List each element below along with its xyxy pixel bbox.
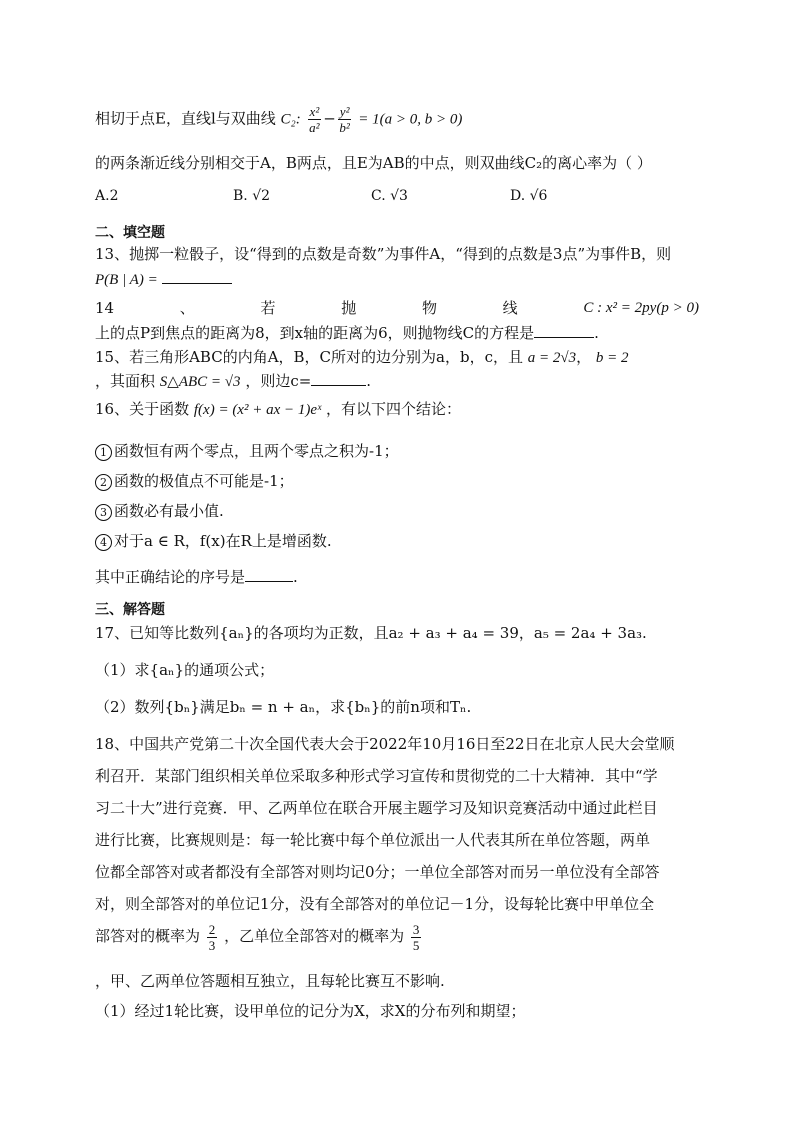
hyperbola-rhs: = 1(a > 0, b > 0): [358, 111, 463, 128]
q14-parabola: C : x² = 2py(p > 0): [583, 300, 699, 316]
q15-cond-a: a = 2√3: [527, 350, 577, 366]
q12-line2: 的两条渐近线分别相交于A，B两点，且E为AB的中点，则双曲线C₂的离心率为（ ）: [95, 154, 652, 172]
q17-sub2: （2）数列{bₙ}满足bₙ = n + aₙ，求{bₙ}的前n项和Tₙ.: [95, 698, 472, 716]
q13-answer-blank[interactable]: [162, 269, 232, 284]
q14-w1: 若: [260, 299, 276, 317]
q15-text-2b: ，则边c=: [245, 372, 312, 390]
q16-item-3-text: 函数必有最小值.: [114, 502, 224, 520]
q14-w0: 、: [179, 299, 195, 317]
q16-item-4: [95, 530, 699, 552]
q13-expr: P(B | A) =: [95, 272, 158, 288]
q16-item-1-text: 函数恒有两个零点，且两个零点之积为-1；: [114, 442, 399, 460]
q16-ask: 其中正确结论的序号是 .: [95, 568, 298, 586]
q18-prob-text-a: 部答对的概率为: [95, 927, 201, 945]
choice-b-value: √2: [252, 188, 271, 204]
frac-p-jia: [207, 922, 218, 953]
q18-line-1: 18、中国共产党第二十次全国代表大会于2022年10月16日至22日在北京人民大会堂顺: [95, 735, 675, 753]
q18-line-3: 习二十大”进行竞赛．甲、乙两单位在联合开展主题学习及知识竞赛活动中通过此栏目: [95, 799, 658, 817]
q18-line-after: ，甲、乙两单位答题相互独立，且每轮比赛互不影响.: [95, 972, 445, 990]
q18-prob-line: [95, 920, 699, 953]
choice-d-label: D.: [510, 188, 526, 204]
q13-line1: 13、抛掷一粒骰子，设“得到的点数是奇数”为事件A，“得到的点数是3点”为事件B，则: [95, 245, 672, 263]
q16-item-2: [95, 470, 699, 492]
q16-text-a: 16、关于函数: [95, 400, 190, 418]
q15-area: S△ABC = √3: [159, 374, 241, 390]
choice-a: [95, 188, 118, 204]
q16-item-4-text: 对于a ∈ R，f(x)在R上是增函数.: [114, 532, 332, 550]
q15-line2: ，其面积 S△ABC = √3 ，则边c= .: [95, 372, 372, 390]
p-yi-num: 3: [412, 921, 420, 937]
circled-2: 2: [95, 474, 112, 491]
section2-title: 二、填空题: [95, 225, 165, 241]
q16-answer-blank[interactable]: [245, 567, 293, 582]
q16-item-2-text: 函数的极值点不可能是-1；: [114, 472, 294, 490]
q16-function: f(x) = (x² + ax − 1)eˣ: [193, 402, 322, 418]
q17-line1: 17、已知等比数列{aₙ}的各项均为正数，且a₂ + a₃ + a₄ = 39，a₅ = 2a₄ + 3a₃.: [95, 624, 647, 642]
choice-c: [371, 188, 408, 204]
circled-1: 1: [95, 444, 112, 461]
q18-sub1: （1）经过1轮比赛，设甲单位的记分为X，求X的分布列和期望；: [95, 1002, 526, 1020]
q15-answer-blank[interactable]: [311, 371, 366, 386]
q14-line1: [95, 297, 699, 319]
choice-b-label: B.: [233, 188, 248, 204]
circled-3: 3: [95, 504, 112, 521]
q15-cond-b: b = 2: [595, 350, 629, 366]
choice-a-value: 2: [109, 188, 119, 204]
curve-c2-label: C₂: [280, 111, 296, 128]
choice-d-value: √6: [529, 188, 548, 204]
q14-num: 14: [95, 299, 115, 317]
q18-prob-text-b: ，乙单位全部答对的概率为: [224, 927, 405, 945]
choice-c-label: C.: [371, 188, 386, 204]
q17-sub1: （1）求{aₙ}的通项公式；: [95, 661, 275, 679]
q18-line-2: 利召开．某部门组织相关单位采取多种形式学习宣传和贯彻党的二十大精神．其中“学: [95, 767, 658, 785]
q14-w4: 线: [502, 299, 518, 317]
p-jia-num: 2: [208, 921, 216, 937]
q14-text: 上的点P到焦点的距离为8，到x轴的距离为6，则抛物线C的方程是: [95, 324, 535, 342]
p-jia-den: 3: [208, 937, 216, 953]
q16-line1: [95, 398, 699, 421]
q14-line2: 上的点P到焦点的距离为8，到x轴的距离为6，则抛物线C的方程是 .: [95, 324, 599, 342]
q16-ask-text: 其中正确结论的序号是: [95, 568, 246, 586]
q13-line2: [95, 268, 699, 291]
frac-x2-a2: $\frac{\text{x²}}{\text{a²}}$: [309, 104, 320, 135]
q18-line-4: 进行比赛，比赛规则是：每一轮比赛中每个单位派出一人代表其所在单位答题，两单: [95, 831, 651, 849]
choice-d: [510, 188, 547, 204]
p-yi-den: 5: [412, 937, 420, 953]
q15-text: 15、若三角形ABC的内角A，B，C所对的边分别为a，b，c，且: [95, 348, 523, 366]
section3-title: 三、解答题: [95, 602, 165, 618]
q16-item-3: [95, 500, 699, 522]
q15-line1: 15、若三角形ABC的内角A，B，C所对的边分别为a，b，c，且 a = 2√3， b = 2: [95, 348, 629, 366]
choice-a-label: A.: [95, 188, 110, 204]
q12-line1: 相切于点E，直线l与双曲线 C₂: $\frac{\text{x²}}{\text{a²}}$ − $\frac{\text{y²}}{\text{b²}}$ = 1(a > 0, b > 0): [95, 104, 463, 135]
frac-p-yi: [411, 922, 422, 953]
q16-item-1: [95, 440, 699, 462]
q15-text-2a: ，其面积: [95, 372, 156, 390]
q16-text-b: ，有以下四个结论：: [326, 400, 462, 418]
frac-y2-b2: $\frac{\text{y²}}{\text{b²}}$: [339, 104, 350, 135]
q14-answer-blank[interactable]: [534, 323, 594, 338]
q18-line-5: 位都全部答对或者都没有全部答对则均记0分；一单位全部答对而另一单位没有全部答: [95, 863, 660, 881]
q18-line-6: 对，则全部答对的单位记1分，没有全部答对的单位记－1分，设每轮比赛中甲单位全: [95, 895, 655, 913]
q14-w3: 物: [421, 299, 437, 317]
q14-w2: 抛: [341, 299, 357, 317]
q12-text-1: 相切于点E，直线l与双曲线: [95, 109, 276, 128]
circled-4: 4: [95, 534, 112, 551]
choice-c-value: √3: [390, 188, 408, 204]
choice-b: [233, 188, 270, 204]
